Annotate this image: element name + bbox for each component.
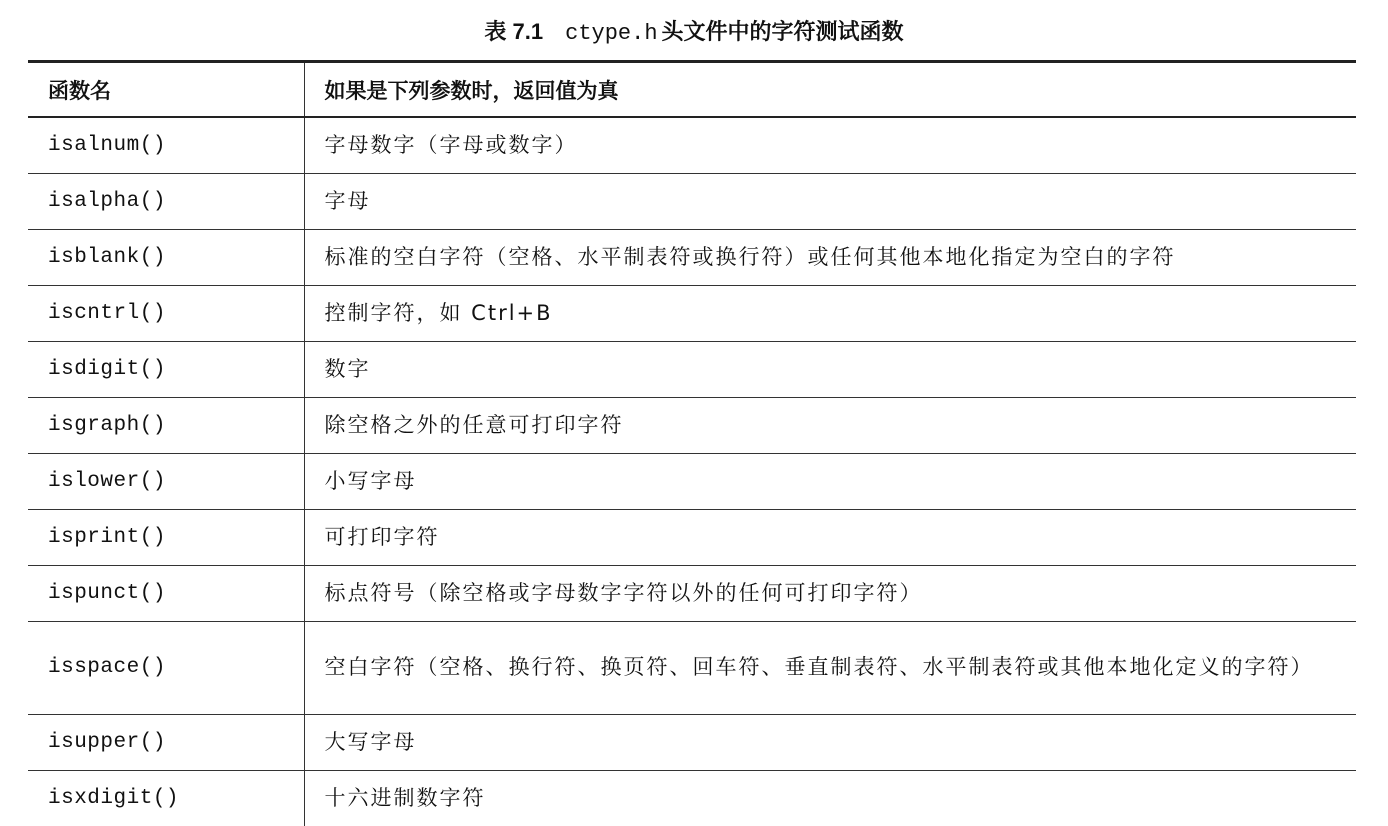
table-row (28, 770, 1356, 826)
function-name-cell: isspace() (28, 621, 304, 714)
description-cell: 控制字符，如 Ctrl+B (304, 285, 1356, 341)
function-name-cell: iscntrl() (28, 285, 304, 341)
description-cell: 数字 (304, 341, 1356, 397)
function-name-cell: isalnum() (28, 117, 304, 173)
function-name-cell: islower() (28, 453, 304, 509)
table-row (28, 621, 1356, 714)
caption-code: ctype.h (565, 21, 658, 46)
table-row (28, 509, 1356, 565)
table-header-row (28, 62, 1356, 118)
header-returns-true: 如果是下列参数时，返回值为真 (304, 62, 1356, 118)
function-name-cell: isdigit() (28, 341, 304, 397)
description-cell: 标准的空白字符（空格、水平制表符或换行符）或任何其他本地化指定为空白的字符 (304, 229, 1356, 285)
header-function-name: 函数名 (28, 62, 304, 118)
table-row (28, 173, 1356, 229)
description-cell: 标点符号（除空格或字母数字字符以外的任何可打印字符） (304, 565, 1356, 621)
function-name-cell: ispunct() (28, 565, 304, 621)
table-row (28, 714, 1356, 770)
table-caption (0, 14, 1388, 52)
character-test-functions-table (28, 60, 1356, 826)
table-row (28, 229, 1356, 285)
table-row (28, 397, 1356, 453)
table-row (28, 285, 1356, 341)
function-name-cell: isprint() (28, 509, 304, 565)
description-cell: 字母 (304, 173, 1356, 229)
description-cell: 大写字母 (304, 714, 1356, 770)
description-cell: 十六进制数字符 (324, 785, 486, 810)
table-number: 表 7.1 (484, 19, 544, 44)
function-name-cell: isupper() (28, 714, 304, 770)
function-name-cell: isblank() (28, 229, 304, 285)
table-row (28, 117, 1356, 173)
function-name-cell: isxdigit() (28, 770, 304, 826)
description-cell: 小写字母 (304, 453, 1356, 509)
table-row (28, 341, 1356, 397)
function-name-cell: isalpha() (28, 173, 304, 229)
function-name-cell: isgraph() (28, 397, 304, 453)
description-cell: 空白字符（空格、换行符、换页符、回车符、垂直制表符、水平制表符或其他本地化定义的字符） (304, 621, 1356, 714)
description-cell: 字母数字（字母或数字） (304, 117, 1356, 173)
caption-title: 头文件中的字符测试函数 (661, 20, 904, 45)
table-row (28, 453, 1356, 509)
description-cell: 除空格之外的任意可打印字符 (304, 397, 1356, 453)
description-cell: 可打印字符 (304, 509, 1356, 565)
table-row (28, 565, 1356, 621)
